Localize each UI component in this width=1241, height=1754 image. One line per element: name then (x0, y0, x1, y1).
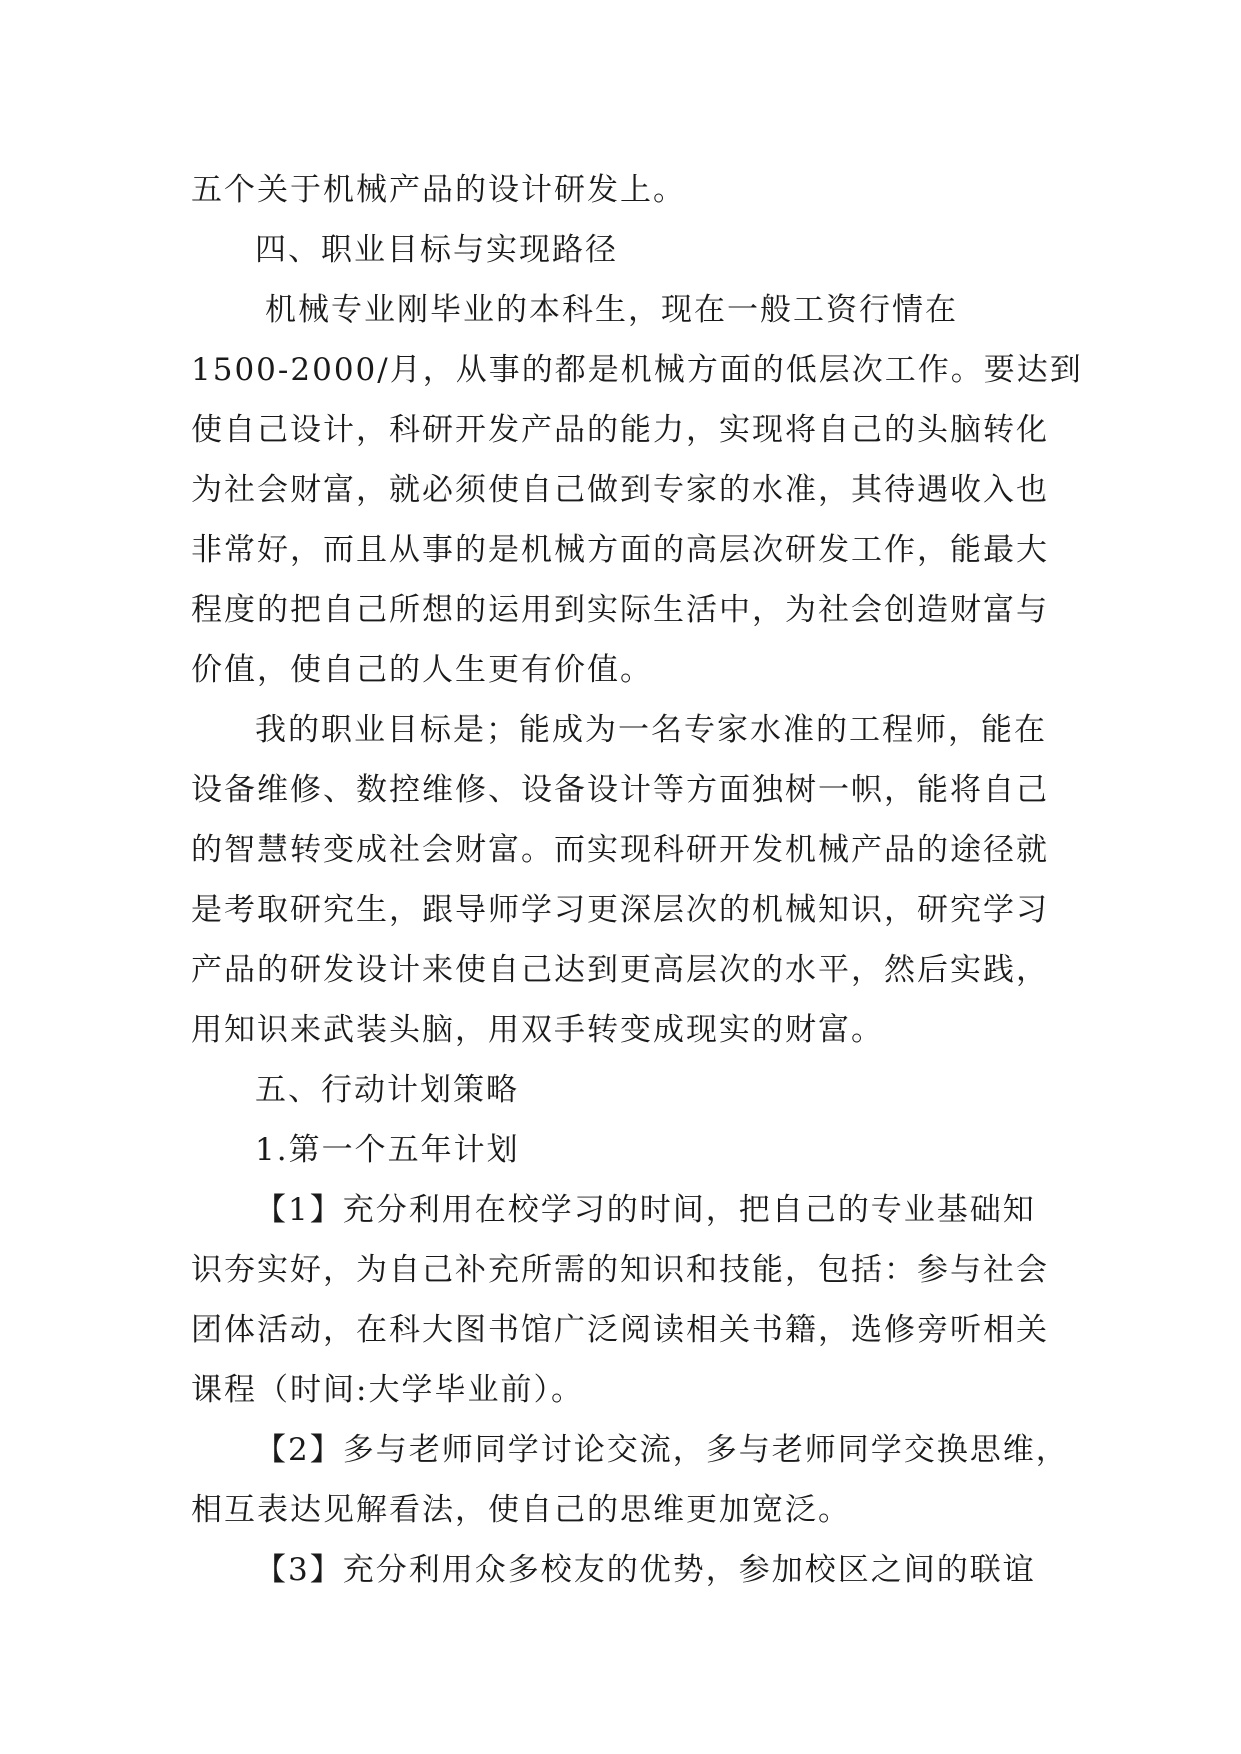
text-line: 用知识来武装头脑，用双手转变成现实的财富。 (191, 1012, 884, 1048)
text-line: 五个关于机械产品的设计研发上。 (191, 172, 686, 208)
text-line: 价值，使自己的人生更有价值。 (191, 652, 653, 688)
text-line: 识夯实好，为自己补充所需的知识和技能，包括：参与社会 (191, 1252, 1049, 1288)
text-line: 我的职业目标是；能成为一名专家水准的工程师，能在 (255, 712, 1047, 748)
list-item: 【1】充分利用在校学习的时间，把自己的专业基础知 (255, 1192, 1036, 1228)
text-line: 产品的研发设计来使自己达到更高层次的水平，然后实践， (191, 952, 1049, 988)
text-line: 是考取研究生，跟导师学习更深层次的机械知识，研究学习 (191, 892, 1049, 928)
text-line: 设备维修、数控维修、设备设计等方面独树一帜，能将自己 (191, 772, 1049, 808)
document-body (191, 160, 1083, 1600)
list-item: 【2】多与老师同学讨论交流，多与老师同学交换思维， (255, 1432, 1069, 1468)
section-heading: 五、行动计划策略 (255, 1072, 519, 1108)
text-line: 为社会财富，就必须使自己做到专家的水准，其待遇收入也 (191, 472, 1049, 508)
text-line: 使自己设计，科研开发产品的能力，实现将自己的头脑转化 (191, 412, 1049, 448)
text-line: 1500-2000/月，从事的都是机械方面的低层次工作。要达到 (191, 352, 1083, 388)
list-item: 【3】充分利用众多校友的优势，参加校区之间的联谊 (255, 1552, 1036, 1588)
subsection-heading: 1.第一个五年计划 (255, 1132, 520, 1168)
text-line: 相互表达见解看法，使自己的思维更加宽泛。 (191, 1492, 851, 1528)
text-line: 团体活动，在科大图书馆广泛阅读相关书籍，选修旁听相关 (191, 1312, 1049, 1348)
text-line: 课程（时间:大学毕业前）。 (191, 1372, 584, 1408)
text-line: 程度的把自己所想的运用到实际生活中，为社会创造财富与 (191, 592, 1049, 628)
text-line: 机械专业刚毕业的本科生，现在一般工资行情在 (265, 292, 958, 328)
section-heading: 四、职业目标与实现路径 (255, 232, 618, 268)
text-line: 非常好，而且从事的是机械方面的高层次研发工作，能最大 (191, 532, 1049, 568)
text-line: 的智慧转变成社会财富。而实现科研开发机械产品的途径就 (191, 832, 1049, 868)
